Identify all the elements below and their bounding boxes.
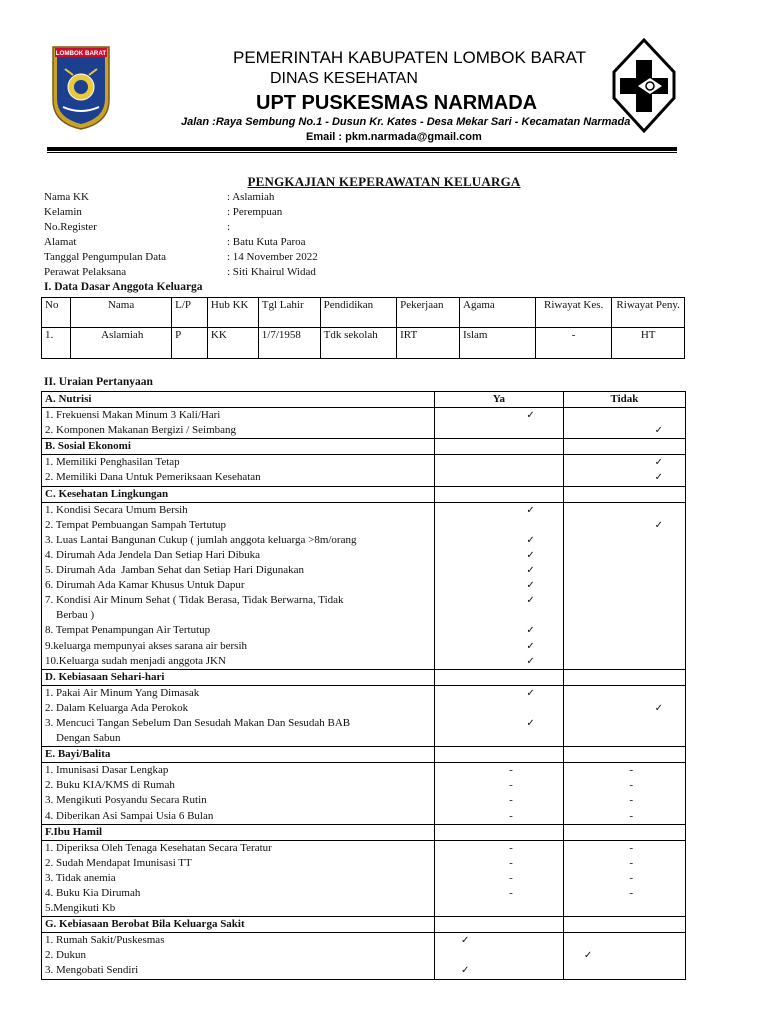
column-ya-header bbox=[435, 747, 564, 763]
answer-tidak bbox=[563, 933, 685, 949]
question-row bbox=[42, 548, 686, 563]
answer-tidak: - bbox=[563, 778, 685, 793]
question-text: 2. Buku KIA/KMS di Rumah bbox=[42, 778, 435, 793]
answer-ya bbox=[435, 608, 564, 623]
answer-tidak: ✓ bbox=[563, 518, 685, 533]
question-category-row bbox=[42, 486, 686, 502]
identity-label: Kelamin bbox=[44, 206, 82, 218]
questions-table bbox=[41, 391, 686, 980]
identity-value: : 14 November 2022 bbox=[227, 251, 318, 263]
answer-tidak bbox=[563, 608, 685, 623]
identity-value: : Perempuan bbox=[227, 206, 283, 218]
question-row bbox=[42, 518, 686, 533]
question-text: 10.Keluarga sudah menjadi anggota JKN bbox=[42, 654, 435, 670]
question-text: 4. Diberikan Asi Sampai Usia 6 Bulan bbox=[42, 809, 435, 825]
answer-ya: ✓ bbox=[435, 578, 564, 593]
members-col-header: Riwayat Peny. bbox=[612, 298, 685, 328]
answer-tidak: ✓ bbox=[563, 423, 685, 439]
question-category-row bbox=[42, 669, 686, 685]
question-row bbox=[42, 901, 686, 917]
identity-label: Alamat bbox=[44, 236, 77, 248]
answer-tidak bbox=[563, 548, 685, 563]
question-row bbox=[42, 654, 686, 670]
answer-tidak bbox=[563, 901, 685, 917]
answer-tidak: - bbox=[563, 840, 685, 856]
answer-ya: ✓ bbox=[435, 716, 564, 731]
question-text: Berbau ) bbox=[42, 608, 435, 623]
question-category: G. Kebiasaan Berobat Bila Keluarga Sakit bbox=[42, 917, 435, 933]
header-rule-thin bbox=[47, 152, 677, 153]
question-row bbox=[42, 578, 686, 593]
question-category-row bbox=[42, 824, 686, 840]
question-row bbox=[42, 423, 686, 439]
answer-tidak: - bbox=[563, 871, 685, 886]
column-ya-header bbox=[435, 486, 564, 502]
members-col-header: Hub KK bbox=[207, 298, 258, 328]
question-text: 3. Mengobati Sendiri bbox=[42, 963, 435, 979]
question-row bbox=[42, 933, 686, 949]
header-address: Jalan :Raya Sembung No.1 - Dusun Kr. Kates - Desa Mekar Sari - Kecamatan Narmada bbox=[181, 116, 631, 128]
answer-ya: ✓ bbox=[435, 533, 564, 548]
answer-ya: - bbox=[435, 871, 564, 886]
question-category-row bbox=[42, 917, 686, 933]
identity-value: : bbox=[227, 221, 231, 233]
answer-tidak bbox=[563, 685, 685, 701]
question-text: 3. Luas Lantai Bangunan Cukup ( jumlah anggota keluarga >8m/orang bbox=[42, 533, 435, 548]
answer-tidak: - bbox=[563, 886, 685, 901]
question-row bbox=[42, 856, 686, 871]
identity-row bbox=[44, 236, 306, 248]
question-row bbox=[42, 470, 686, 486]
members-col-header: No bbox=[42, 298, 71, 328]
members-cell: - bbox=[535, 328, 611, 359]
answer-ya: - bbox=[435, 856, 564, 871]
lombok-barat-emblem bbox=[51, 45, 111, 130]
answer-tidak: ✓ bbox=[563, 455, 685, 471]
question-row bbox=[42, 608, 686, 623]
question-row bbox=[42, 716, 686, 731]
question-text: 2. Komponen Makanan Bergizi / Seimbang bbox=[42, 423, 435, 439]
question-text: 5.Mengikuti Kb bbox=[42, 901, 435, 917]
answer-tidak bbox=[563, 963, 685, 979]
answer-ya bbox=[435, 901, 564, 917]
section-2-heading: II. Uraian Pertanyaan bbox=[44, 376, 153, 388]
answer-ya: ✓ bbox=[435, 563, 564, 578]
identity-label: Perawat Pelaksana bbox=[44, 266, 127, 278]
question-text: 1. Memiliki Penghasilan Tetap bbox=[42, 455, 435, 471]
header-rule bbox=[47, 147, 677, 151]
members-col-header: Agama bbox=[460, 298, 536, 328]
answer-tidak: - bbox=[563, 763, 685, 779]
identity-label: No.Register bbox=[44, 221, 97, 233]
question-row bbox=[42, 809, 686, 825]
identity-row bbox=[44, 221, 230, 233]
members-cell: P bbox=[172, 328, 208, 359]
answer-ya: - bbox=[435, 793, 564, 808]
answer-tidak bbox=[563, 716, 685, 731]
question-text: 2. Memiliki Dana Untuk Pemeriksaan Kesehatan bbox=[42, 470, 435, 486]
answer-ya bbox=[435, 701, 564, 716]
answer-ya: - bbox=[435, 763, 564, 779]
answer-tidak bbox=[563, 731, 685, 747]
answer-ya: ✓ bbox=[435, 963, 564, 979]
question-category: A. Nutrisi bbox=[42, 392, 435, 408]
answer-ya: ✓ bbox=[435, 593, 564, 608]
answer-ya: ✓ bbox=[435, 639, 564, 654]
question-row bbox=[42, 593, 686, 608]
answer-ya: ✓ bbox=[435, 408, 564, 424]
members-cell: 1/7/1958 bbox=[258, 328, 320, 359]
column-ya-header bbox=[435, 824, 564, 840]
question-text: Dengan Sabun bbox=[42, 731, 435, 747]
question-row bbox=[42, 533, 686, 548]
members-col-header: Nama bbox=[71, 298, 172, 328]
question-text: 2. Dukun bbox=[42, 948, 435, 963]
question-row bbox=[42, 840, 686, 856]
question-row bbox=[42, 701, 686, 716]
identity-row bbox=[44, 206, 282, 218]
column-tidak-header: Tidak bbox=[563, 392, 685, 408]
question-category-row bbox=[42, 747, 686, 763]
question-text: 1. Pakai Air Minum Yang Dimasak bbox=[42, 685, 435, 701]
answer-tidak bbox=[563, 654, 685, 670]
question-row bbox=[42, 871, 686, 886]
question-category-row bbox=[42, 392, 686, 408]
answer-tidak: ✓ bbox=[563, 701, 685, 716]
emblem-text: LOMBOK BARAT bbox=[55, 50, 107, 57]
identity-row bbox=[44, 251, 318, 263]
question-category: C. Kesehatan Lingkungan bbox=[42, 486, 435, 502]
answer-tidak bbox=[563, 563, 685, 578]
answer-tidak: ✓ bbox=[563, 948, 685, 963]
question-text: 3. Mengikuti Posyandu Secara Rutin bbox=[42, 793, 435, 808]
answer-tidak: - bbox=[563, 793, 685, 808]
question-row bbox=[42, 731, 686, 747]
question-row bbox=[42, 778, 686, 793]
answer-tidak: ✓ bbox=[563, 470, 685, 486]
answer-tidak bbox=[563, 639, 685, 654]
column-tidak-header bbox=[563, 669, 685, 685]
answer-ya bbox=[435, 948, 564, 963]
members-col-header: Pekerjaan bbox=[397, 298, 460, 328]
question-text: 8. Tempat Penampungan Air Tertutup bbox=[42, 623, 435, 638]
members-cell: Islam bbox=[460, 328, 536, 359]
question-text: 1. Kondisi Secara Umum Bersih bbox=[42, 502, 435, 518]
identity-row bbox=[44, 191, 274, 203]
question-row bbox=[42, 948, 686, 963]
answer-tidak bbox=[563, 623, 685, 638]
question-row bbox=[42, 685, 686, 701]
column-tidak-header bbox=[563, 917, 685, 933]
question-row bbox=[42, 763, 686, 779]
question-row bbox=[42, 455, 686, 471]
header-email: Email : pkm.narmada@gmail.com bbox=[306, 131, 482, 143]
answer-tidak: - bbox=[563, 809, 685, 825]
column-ya-header bbox=[435, 669, 564, 685]
answer-ya bbox=[435, 518, 564, 533]
answer-ya bbox=[435, 455, 564, 471]
identity-label: Nama KK bbox=[44, 191, 89, 203]
question-row bbox=[42, 793, 686, 808]
column-tidak-header bbox=[563, 439, 685, 455]
column-ya-header bbox=[435, 439, 564, 455]
question-text: 5. Dirumah Ada Jamban Sehat dan Setiap Hari Digunakan bbox=[42, 563, 435, 578]
question-text: 2. Sudah Mendapat Imunisasi TT bbox=[42, 856, 435, 871]
column-tidak-header bbox=[563, 486, 685, 502]
members-col-header: L/P bbox=[172, 298, 208, 328]
column-tidak-header bbox=[563, 747, 685, 763]
members-cell: KK bbox=[207, 328, 258, 359]
question-category: F.Ibu Hamil bbox=[42, 824, 435, 840]
answer-tidak: - bbox=[563, 856, 685, 871]
question-text: 6. Dirumah Ada Kamar Khusus Untuk Dapur bbox=[42, 578, 435, 593]
question-category: E. Bayi/Balita bbox=[42, 747, 435, 763]
answer-ya bbox=[435, 731, 564, 747]
answer-ya: ✓ bbox=[435, 623, 564, 638]
answer-tidak bbox=[563, 533, 685, 548]
question-text: 2. Tempat Pembuangan Sampah Tertutup bbox=[42, 518, 435, 533]
answer-ya: ✓ bbox=[435, 685, 564, 701]
header-department: DINAS KESEHATAN bbox=[270, 70, 418, 87]
identity-value: : Batu Kuta Paroa bbox=[227, 236, 306, 248]
column-ya-header bbox=[435, 917, 564, 933]
question-text: 2. Dalam Keluarga Ada Perokok bbox=[42, 701, 435, 716]
question-text: 4. Dirumah Ada Jendela Dan Setiap Hari Dibuka bbox=[42, 548, 435, 563]
question-row bbox=[42, 623, 686, 638]
header-government: PEMERINTAH KABUPATEN LOMBOK BARAT bbox=[233, 48, 586, 67]
members-col-header: Riwayat Kes. bbox=[535, 298, 611, 328]
column-ya-header: Ya bbox=[435, 392, 564, 408]
answer-ya: ✓ bbox=[435, 502, 564, 518]
document-title: PENGKAJIAN KEPERAWATAN KELUARGA bbox=[247, 174, 521, 189]
answer-ya: ✓ bbox=[435, 548, 564, 563]
puskesmas-logo-icon bbox=[612, 38, 676, 133]
answer-ya: - bbox=[435, 809, 564, 825]
members-row bbox=[42, 328, 685, 359]
answer-ya: - bbox=[435, 778, 564, 793]
members-cell: 1. bbox=[42, 328, 71, 359]
answer-ya: - bbox=[435, 840, 564, 856]
members-col-header: Pendidikan bbox=[320, 298, 396, 328]
question-category: B. Sosial Ekonomi bbox=[42, 439, 435, 455]
question-row bbox=[42, 563, 686, 578]
identity-row bbox=[44, 266, 316, 278]
question-text: 4. Buku Kia Dirumah bbox=[42, 886, 435, 901]
answer-tidak bbox=[563, 408, 685, 424]
question-row bbox=[42, 963, 686, 979]
answer-ya bbox=[435, 423, 564, 439]
members-cell: Tdk sekolah bbox=[320, 328, 396, 359]
question-text: 1. Frekuensi Makan Minum 3 Kali/Hari bbox=[42, 408, 435, 424]
members-cell: Aslamiah bbox=[71, 328, 172, 359]
answer-ya: ✓ bbox=[435, 654, 564, 670]
question-row bbox=[42, 886, 686, 901]
members-cell: IRT bbox=[397, 328, 460, 359]
question-category-row bbox=[42, 439, 686, 455]
question-row bbox=[42, 502, 686, 518]
identity-value: : Siti Khairul Widad bbox=[227, 266, 316, 278]
answer-ya: - bbox=[435, 886, 564, 901]
members-cell: HT bbox=[612, 328, 685, 359]
section-1-heading: I. Data Dasar Anggota Keluarga bbox=[44, 281, 203, 293]
members-col-header: Tgl Lahir bbox=[258, 298, 320, 328]
identity-label: Tanggal Pengumpulan Data bbox=[44, 251, 167, 263]
question-row bbox=[42, 408, 686, 424]
question-text: 1. Diperiksa Oleh Tenaga Kesehatan Secara Teratur bbox=[42, 840, 435, 856]
question-text: 7. Kondisi Air Minum Sehat ( Tidak Berasa, Tidak Berwarna, Tidak bbox=[42, 593, 435, 608]
answer-tidak bbox=[563, 502, 685, 518]
members-header-row bbox=[42, 298, 685, 328]
column-tidak-header bbox=[563, 824, 685, 840]
question-category: D. Kebiasaan Sehari-hari bbox=[42, 669, 435, 685]
question-text: 1. Imunisasi Dasar Lengkap bbox=[42, 763, 435, 779]
answer-ya bbox=[435, 470, 564, 486]
header-puskesmas: UPT PUSKESMAS NARMADA bbox=[256, 92, 538, 114]
question-row bbox=[42, 639, 686, 654]
question-text: 9.keluarga mempunyai akses sarana air bersih bbox=[42, 639, 435, 654]
answer-tidak bbox=[563, 593, 685, 608]
question-text: 3. Mencuci Tangan Sebelum Dan Sesudah Makan Dan Sesudah BAB bbox=[42, 716, 435, 731]
family-members-table bbox=[41, 297, 685, 359]
answer-tidak bbox=[563, 578, 685, 593]
question-text: 3. Tidak anemia bbox=[42, 871, 435, 886]
answer-ya: ✓ bbox=[435, 933, 564, 949]
question-text: 1. Rumah Sakit/Puskesmas bbox=[42, 933, 435, 949]
identity-value: : Aslamiah bbox=[227, 191, 275, 203]
